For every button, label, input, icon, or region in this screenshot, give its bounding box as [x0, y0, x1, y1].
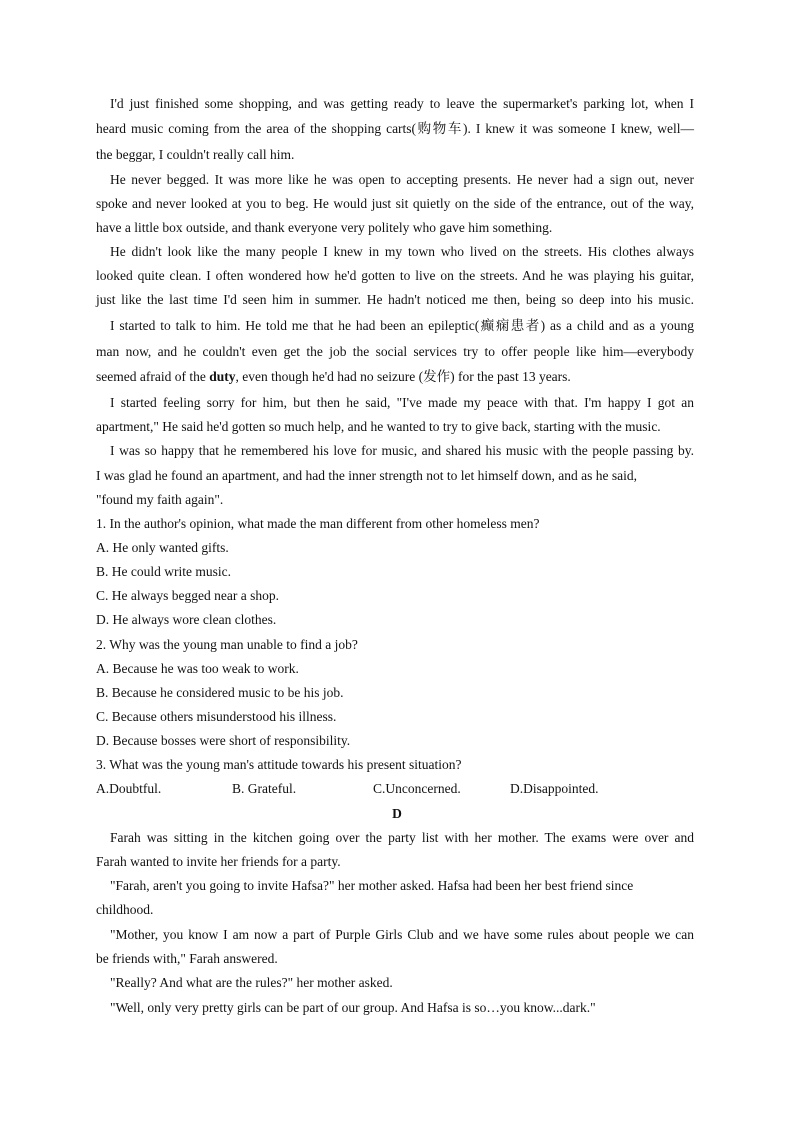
text-line: "Mother, you know I am now a part of Purple Girls Club and we have some rules about people we can — [110, 927, 694, 942]
text-line: the beggar, I couldn't really call him. — [96, 147, 295, 162]
question-stem: 1. In the author's opinion, what made the man different from other homeless men? — [96, 516, 540, 531]
text-line — [96, 369, 571, 385]
text-line: "Really? And what are the rules?" her mother asked. — [110, 975, 393, 990]
question-stem: 3. What was the young man's attitude towards his present situation? — [96, 757, 462, 772]
text-line: heard music coming from the area of the shopping carts(购物车). I knew it was someone I knew, well— — [96, 121, 694, 136]
option-b: B. He could write music. — [96, 564, 231, 579]
text-line: man now, and he couldn't even get the job the social services try to offer people like him—everybody — [96, 344, 694, 359]
text-line: I'd just finished some shopping, and was getting ready to leave the supermarket's parking lot, when I — [110, 96, 694, 111]
section-heading: D — [392, 806, 402, 821]
option-b: B. Because he considered music to be his job. — [96, 685, 344, 700]
option-b: B. Grateful. — [232, 781, 297, 796]
text-line: "Well, only very pretty girls can be part of our group. And Hafsa is so…you know...dark." — [110, 1000, 596, 1015]
text-line: He never begged. It was more like he was open to accepting presents. He never had a sign out, never — [110, 172, 694, 187]
text-line: "found my faith again". — [96, 492, 224, 507]
option-c: C. He always begged near a shop. — [96, 588, 279, 603]
option-a: A. Because he was too weak to work. — [96, 661, 299, 676]
text-line: be friends with," Farah answered. — [96, 951, 278, 966]
option-d: D. He always wore clean clothes. — [96, 612, 277, 627]
text-line: childhood. — [96, 902, 154, 917]
text-line: have a little box outside, and thank everyone very politely who gave him something. — [96, 220, 553, 235]
option-c: C. Because others misunderstood his illness. — [96, 709, 337, 724]
text-line: I started feeling sorry for him, but then he said, "I've made my peace with that. I'm happy I got an — [110, 395, 694, 410]
option-a: A.Doubtful. — [96, 781, 162, 796]
text-line: He didn't look like the many people I knew in my town who lived on the streets. His clothes always — [110, 244, 694, 259]
text-line: apartment," He said he'd gotten so much help, and he wanted to try to give back, starting with the music. — [96, 419, 661, 434]
text-line: I started to talk to him. He told me that he had been an epileptic(癫痫患者) as a child and as a young — [110, 318, 694, 333]
text-line: looked quite clean. I often wondered how he'd gotten to live on the streets. And he was playing his guitar, — [96, 268, 694, 283]
text-line: just like the last time I'd seen him in summer. He hadn't noticed me then, being so deep into his music. — [96, 292, 694, 307]
option-d: D.Disappointed. — [510, 781, 599, 796]
text-segment: seemed afraid of the — [96, 369, 210, 384]
bold-word: duty — [209, 369, 236, 384]
text-line: "Farah, aren't you going to invite Hafsa?" her mother asked. Hafsa had been her best friend since — [110, 878, 634, 893]
option-a: A. He only wanted gifts. — [96, 540, 229, 555]
text-segment: , even though he'd had no seizure (发作) for the past 13 years. — [235, 369, 571, 384]
text-line: Farah wanted to invite her friends for a party. — [96, 854, 341, 869]
text-line: I was glad he found an apartment, and had the inner strength not to let himself down, and as he said, — [96, 468, 637, 483]
question-stem: 2. Why was the young man unable to find a job? — [96, 637, 358, 652]
text-line: I was so happy that he remembered his love for music, and shared his music with the people passing by. — [110, 443, 694, 458]
option-d: D. Because bosses were short of responsibility. — [96, 733, 351, 748]
text-line: spoke and never looked at you to beg. He would just sit quietly on the side of the entrance, out of the way, — [96, 196, 694, 211]
option-c: C.Unconcerned. — [373, 781, 461, 796]
text-line: Farah was sitting in the kitchen going over the party list with her mother. The exams were over and — [110, 830, 694, 845]
